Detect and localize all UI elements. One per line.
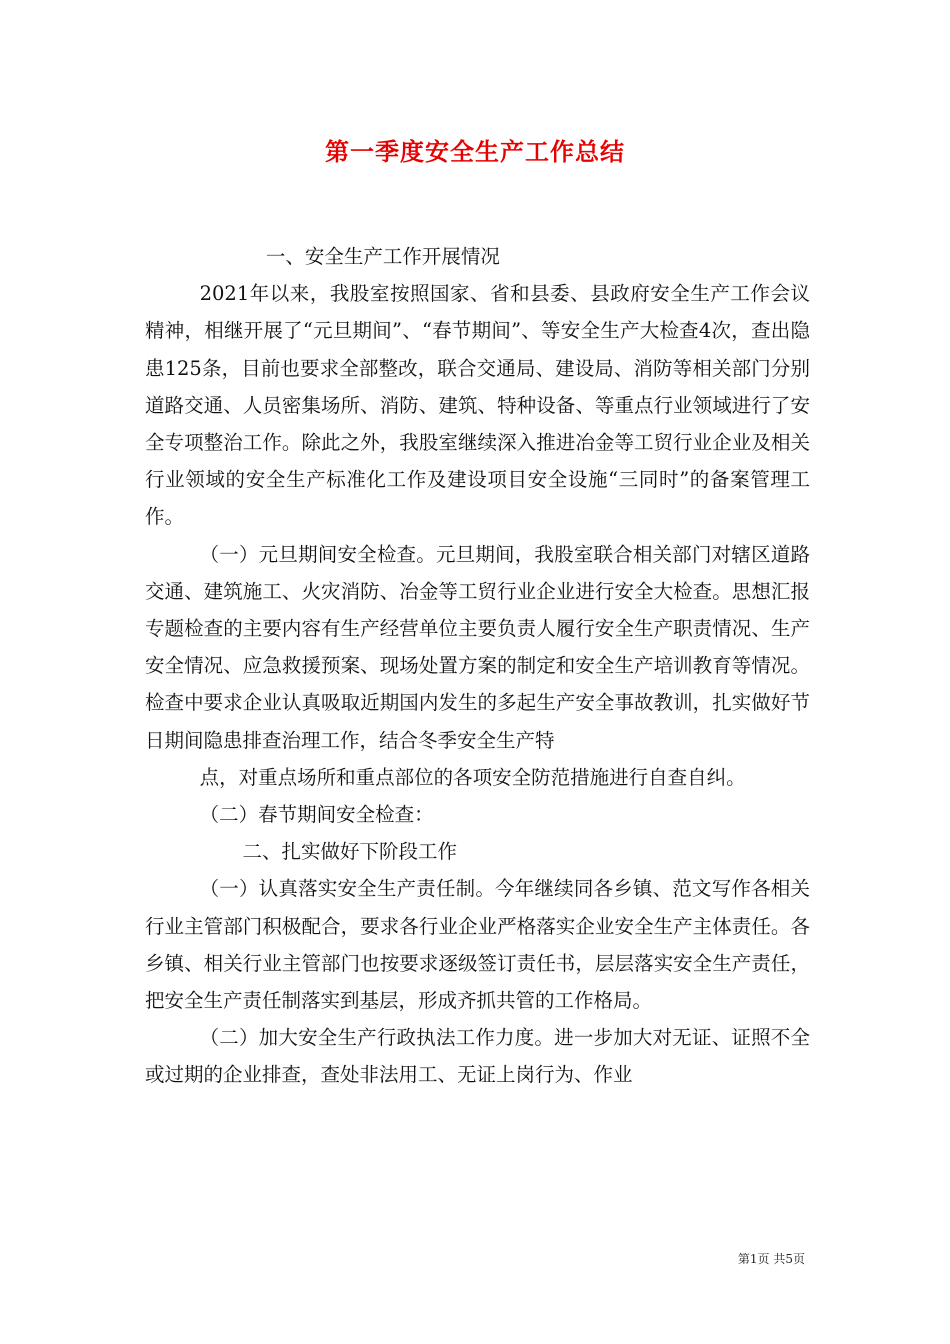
document-title: 第一季度安全生产工作总结 (325, 138, 625, 166)
section-heading-1: 一、安全生产工作开展情况 (265, 245, 500, 268)
paragraph-overview: 2021年以来，我股室按照国家、省和县委、县政府安全生产工作会议精神，相继开展了“元旦期间”、“春节期间”、等安全生产大检查4次，查出隐患125条，目前也要求全部整改，联合交通局、建设局、消防等相关部门分别道路交通、人员密集场所、消防、建筑、特种设备、等重点行业领域进行了安全专项整治工作。除此之外，我股室继续深入推进冶金等工贸行业企业及相关行业领域的安全生产标准化工作及建设项目安全设施“三同时”的备案管理工作。 (145, 282, 810, 529)
paragraph-enforcement: （二）加大安全生产行政执法工作力度。进一步加大对无证、证照不全或过期的企业排查，查处非法用工、无证上岗行为、作业 (145, 1026, 810, 1087)
paragraph-new-year-check-continued: 点，对重点场所和重点部位的各项安全防范措施进行自查自纠。 (199, 765, 746, 789)
document-body (145, 238, 810, 1094)
paragraph-spring-festival-check: （二）春节期间安全检查： (199, 803, 434, 827)
paragraph-responsibility: （一）认真落实安全生产责任制。今年继续同各乡镇、范文写作各相关行业主管部门积极配合，要求各行业企业严格落实企业安全生产主体责任。各乡镇、相关行业主管部门也按要求逐级签订责任书，层层落实安全生产责任，把安全生产责任制落实到基层，形成齐抓共管的工作格局。 (145, 877, 810, 1013)
paragraph-new-year-check: （一）元旦期间安全检查。元旦期间，我股室联合相关部门对辖区道路交通、建筑施工、火灾消防、冶金等工贸行业企业进行安全大检查。思想汇报专题检查的主要内容有生产经营单位主要负责人履行安全生产职责情况、生产安全情况、应急救援预案、现场处置方案的制定和安全生产培训教育等情况。检查中要求企业认真吸取近期国内发生的多起生产安全事故教训，扎实做好节日期间隐患排查治理工作，结合冬季安全生产特 (145, 542, 810, 752)
section-heading-2: 二、扎实做好下阶段工作 (242, 840, 458, 864)
page-number: 第1页 共5页 (737, 1252, 805, 1266)
